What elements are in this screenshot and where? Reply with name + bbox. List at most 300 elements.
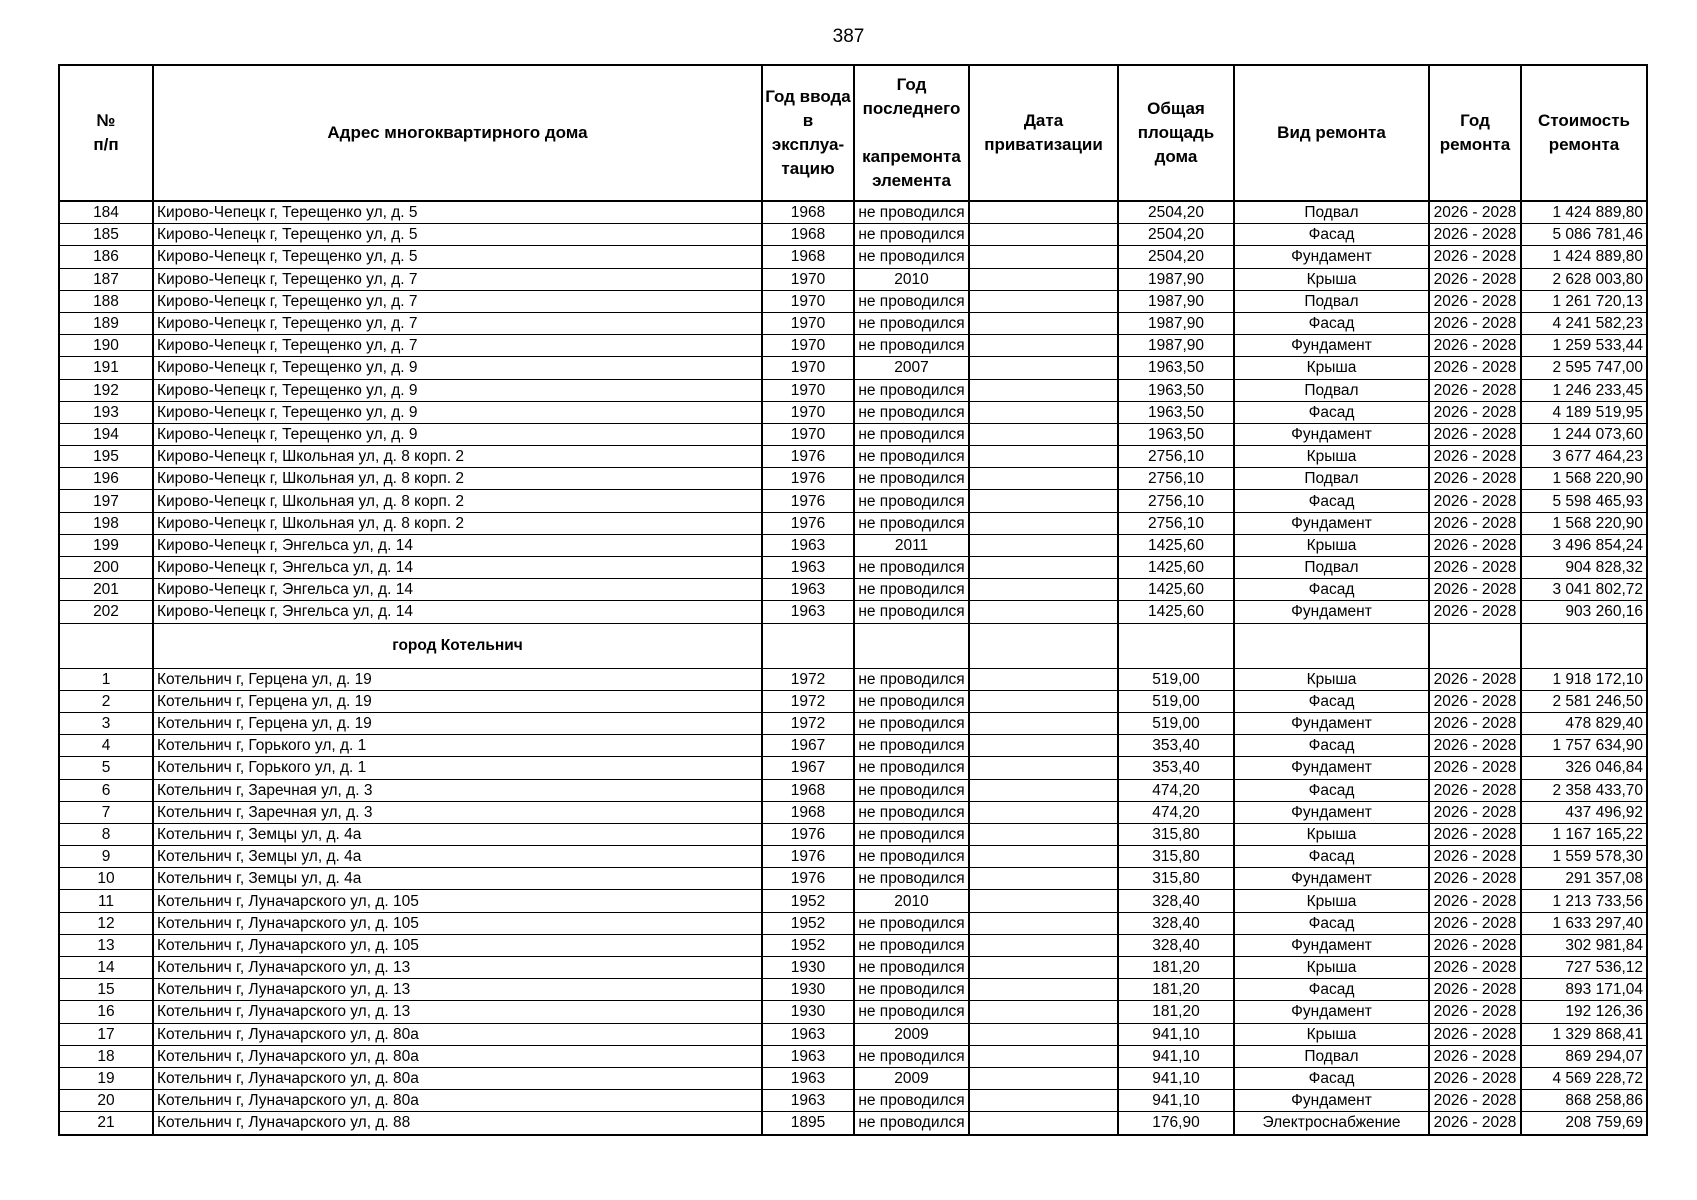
cell-number: 194 [59,423,153,445]
cell-number: 14 [59,957,153,979]
cell-address: Кирово-Чепецк г, Терещенко ул, д. 5 [153,246,762,268]
repair-register-table [58,64,1648,1136]
cell-cost: 478 829,40 [1521,712,1647,734]
cell-repair-type: Крыша [1234,357,1429,379]
cell-address: Котельнич г, Луначарского ул, д. 13 [153,1001,762,1023]
cell-cost: 2 595 747,00 [1521,357,1647,379]
cell-privatization [969,357,1118,379]
cell-area: 941,10 [1118,1045,1234,1067]
cell-privatization [969,557,1118,579]
table-row [59,601,1647,623]
cell-privatization [969,690,1118,712]
cell-last-repair: не проводился [854,846,969,868]
cell-repair-type: Фасад [1234,912,1429,934]
table-row [59,1112,1647,1135]
cell-commission-year: 1968 [762,801,854,823]
cell-area: 181,20 [1118,979,1234,1001]
page-number: 387 [832,26,865,47]
table-row [59,957,1647,979]
cell-privatization [969,579,1118,601]
cell-commission-year: 1972 [762,668,854,690]
cell-last-repair: не проводился [854,934,969,956]
section-cell-empty [969,623,1118,668]
table-row [59,268,1647,290]
cell-repair-year: 2026 - 2028 [1429,357,1521,379]
cell-area: 2756,10 [1118,446,1234,468]
cell-commission-year: 1952 [762,890,854,912]
cell-number: 19 [59,1067,153,1089]
cell-privatization [969,1023,1118,1045]
cell-last-repair: не проводился [854,468,969,490]
cell-address: Кирово-Чепецк г, Терещенко ул, д. 7 [153,268,762,290]
section-cell-number [59,623,153,668]
cell-commission-year: 1968 [762,246,854,268]
cell-privatization [969,934,1118,956]
cell-area: 1963,50 [1118,401,1234,423]
cell-repair-type: Подвал [1234,201,1429,224]
cell-privatization [969,668,1118,690]
cell-cost: 1 244 073,60 [1521,423,1647,445]
cell-number: 199 [59,534,153,556]
cell-address: Котельнич г, Герцена ул, д. 19 [153,668,762,690]
cell-address: Котельнич г, Луначарского ул, д. 105 [153,934,762,956]
cell-repair-year: 2026 - 2028 [1429,823,1521,845]
cell-repair-year: 2026 - 2028 [1429,957,1521,979]
cell-number: 5 [59,757,153,779]
section-cell-empty [1118,623,1234,668]
cell-cost: 2 358 433,70 [1521,779,1647,801]
cell-last-repair: не проводился [854,423,969,445]
cell-repair-year: 2026 - 2028 [1429,668,1521,690]
cell-privatization [969,379,1118,401]
col-header-commission-year: Год ввода в эксплуа-тацию [762,65,854,201]
cell-area: 1987,90 [1118,290,1234,312]
cell-privatization [969,512,1118,534]
cell-last-repair: не проводился [854,201,969,224]
cell-repair-year: 2026 - 2028 [1429,1112,1521,1135]
table-row [59,468,1647,490]
cell-repair-year: 2026 - 2028 [1429,979,1521,1001]
cell-last-repair: не проводился [854,379,969,401]
cell-address: Котельнич г, Луначарского ул, д. 88 [153,1112,762,1135]
cell-repair-type: Крыша [1234,890,1429,912]
cell-repair-type: Электроснабжение [1234,1112,1429,1135]
cell-repair-type: Фундамент [1234,712,1429,734]
cell-commission-year: 1968 [762,201,854,224]
cell-last-repair: 2010 [854,890,969,912]
col-header-address: Адрес многоквартирного дома [153,65,762,201]
table-row [59,735,1647,757]
cell-address: Кирово-Чепецк г, Школьная ул, д. 8 корп. 2 [153,512,762,534]
cell-number: 186 [59,246,153,268]
cell-address: Котельнич г, Луначарского ул, д. 13 [153,957,762,979]
table-row [59,1023,1647,1045]
cell-repair-year: 2026 - 2028 [1429,246,1521,268]
cell-repair-year: 2026 - 2028 [1429,735,1521,757]
cell-repair-type: Подвал [1234,557,1429,579]
cell-cost: 2 581 246,50 [1521,690,1647,712]
section-row-group [59,623,1647,668]
cell-address: Кирово-Чепецк г, Энгельса ул, д. 14 [153,557,762,579]
table-row [59,979,1647,1001]
cell-number: 3 [59,712,153,734]
cell-number: 13 [59,934,153,956]
cell-last-repair: не проводился [854,868,969,890]
cell-repair-year: 2026 - 2028 [1429,868,1521,890]
col-header-number: № п/п [59,65,153,201]
cell-commission-year: 1976 [762,446,854,468]
cell-address: Кирово-Чепецк г, Школьная ул, д. 8 корп. 2 [153,468,762,490]
cell-privatization [969,446,1118,468]
cell-commission-year: 1970 [762,423,854,445]
cell-address: Кирово-Чепецк г, Терещенко ул, д. 5 [153,201,762,224]
cell-commission-year: 1968 [762,224,854,246]
cell-address: Кирово-Чепецк г, Школьная ул, д. 8 корп. 2 [153,446,762,468]
cell-address: Котельнич г, Герцена ул, д. 19 [153,690,762,712]
cell-area: 328,40 [1118,934,1234,956]
cell-repair-type: Фасад [1234,490,1429,512]
cell-repair-type: Фундамент [1234,246,1429,268]
cell-last-repair: не проводился [854,779,969,801]
cell-cost: 326 046,84 [1521,757,1647,779]
cell-last-repair: не проводился [854,446,969,468]
cell-commission-year: 1970 [762,268,854,290]
cell-privatization [969,757,1118,779]
cell-commission-year: 1970 [762,290,854,312]
cell-repair-type: Фундамент [1234,934,1429,956]
cell-repair-year: 2026 - 2028 [1429,779,1521,801]
cell-repair-type: Фасад [1234,312,1429,334]
cell-area: 353,40 [1118,735,1234,757]
cell-area: 1987,90 [1118,335,1234,357]
table-row [59,357,1647,379]
cell-last-repair: не проводился [854,601,969,623]
cell-commission-year: 1976 [762,823,854,845]
cell-commission-year: 1963 [762,557,854,579]
cell-repair-year: 2026 - 2028 [1429,912,1521,934]
table-row [59,224,1647,246]
cell-address: Кирово-Чепецк г, Терещенко ул, д. 7 [153,290,762,312]
cell-privatization [969,735,1118,757]
cell-address: Котельнич г, Луначарского ул, д. 80а [153,1067,762,1089]
table-row [59,868,1647,890]
cell-area: 328,40 [1118,912,1234,934]
cell-area: 181,20 [1118,1001,1234,1023]
cell-commission-year: 1970 [762,335,854,357]
cell-repair-year: 2026 - 2028 [1429,579,1521,601]
cell-last-repair: не проводился [854,1001,969,1023]
cell-privatization [969,779,1118,801]
table-row [59,846,1647,868]
table-row [59,401,1647,423]
cell-privatization [969,823,1118,845]
cell-repair-type: Подвал [1234,468,1429,490]
table-row [59,490,1647,512]
cell-cost: 1 568 220,90 [1521,512,1647,534]
cell-number: 188 [59,290,153,312]
cell-repair-year: 2026 - 2028 [1429,512,1521,534]
cell-last-repair: не проводился [854,823,969,845]
cell-repair-type: Крыша [1234,1023,1429,1045]
cell-address: Кирово-Чепецк г, Энгельса ул, д. 14 [153,601,762,623]
cell-area: 1987,90 [1118,268,1234,290]
cell-address: Кирово-Чепецк г, Терещенко ул, д. 9 [153,379,762,401]
cell-privatization [969,401,1118,423]
cell-repair-type: Крыша [1234,268,1429,290]
cell-number: 7 [59,801,153,823]
cell-cost: 1 424 889,80 [1521,246,1647,268]
table-row [59,890,1647,912]
table-row [59,534,1647,556]
cell-commission-year: 1963 [762,601,854,623]
cell-privatization [969,890,1118,912]
cell-repair-year: 2026 - 2028 [1429,423,1521,445]
cell-repair-year: 2026 - 2028 [1429,1045,1521,1067]
cell-area: 474,20 [1118,801,1234,823]
cell-number: 12 [59,912,153,934]
cell-address: Котельнич г, Луначарского ул, д. 13 [153,979,762,1001]
cell-area: 474,20 [1118,779,1234,801]
table-row [59,423,1647,445]
col-header-total-area: Общая площадь дома [1118,65,1234,201]
cell-repair-year: 2026 - 2028 [1429,601,1521,623]
cell-cost: 1 246 233,45 [1521,379,1647,401]
cell-repair-type: Фундамент [1234,1001,1429,1023]
cell-cost: 5 086 781,46 [1521,224,1647,246]
col-header-last-repair-year: Год последнего капремонта элемента [854,65,969,201]
table-row [59,335,1647,357]
cell-last-repair: не проводился [854,957,969,979]
cell-number: 20 [59,1090,153,1112]
cell-cost: 1 259 533,44 [1521,335,1647,357]
cell-commission-year: 1970 [762,401,854,423]
cell-repair-type: Фундамент [1234,423,1429,445]
cell-commission-year: 1972 [762,690,854,712]
cell-last-repair: 2007 [854,357,969,379]
cell-area: 1425,60 [1118,534,1234,556]
cell-repair-year: 2026 - 2028 [1429,201,1521,224]
cell-cost: 2 628 003,80 [1521,268,1647,290]
section-row [59,623,1647,668]
cell-address: Кирово-Чепецк г, Терещенко ул, д. 5 [153,224,762,246]
cell-address: Котельнич г, Горького ул, д. 1 [153,757,762,779]
table-row [59,779,1647,801]
cell-repair-year: 2026 - 2028 [1429,801,1521,823]
cell-number: 11 [59,890,153,912]
cell-cost: 5 598 465,93 [1521,490,1647,512]
cell-commission-year: 1930 [762,957,854,979]
cell-commission-year: 1976 [762,868,854,890]
cell-address: Котельнич г, Луначарского ул, д. 105 [153,912,762,934]
cell-commission-year: 1967 [762,735,854,757]
section-cell-empty [1429,623,1521,668]
cell-address: Кирово-Чепецк г, Терещенко ул, д. 7 [153,335,762,357]
cell-last-repair: не проводился [854,1045,969,1067]
cell-repair-year: 2026 - 2028 [1429,290,1521,312]
cell-number: 18 [59,1045,153,1067]
cell-last-repair: не проводился [854,1112,969,1135]
cell-last-repair: не проводился [854,735,969,757]
table-row [59,512,1647,534]
cell-number: 9 [59,846,153,868]
cell-cost: 437 496,92 [1521,801,1647,823]
cell-area: 2504,20 [1118,224,1234,246]
cell-commission-year: 1963 [762,579,854,601]
cell-cost: 1 424 889,80 [1521,201,1647,224]
cell-cost: 1 633 297,40 [1521,912,1647,934]
cell-number: 2 [59,690,153,712]
cell-area: 1425,60 [1118,557,1234,579]
table-row [59,823,1647,845]
cell-repair-type: Подвал [1234,290,1429,312]
cell-privatization [969,712,1118,734]
cell-last-repair: не проводился [854,912,969,934]
cell-commission-year: 1968 [762,779,854,801]
cell-cost: 1 568 220,90 [1521,468,1647,490]
cell-cost: 1 559 578,30 [1521,846,1647,868]
cell-last-repair: 2010 [854,268,969,290]
cell-number: 191 [59,357,153,379]
cell-repair-type: Фасад [1234,579,1429,601]
cell-address: Кирово-Чепецк г, Энгельса ул, д. 14 [153,579,762,601]
cell-number: 202 [59,601,153,623]
cell-commission-year: 1963 [762,1067,854,1089]
cell-last-repair: 2011 [854,534,969,556]
cell-privatization [969,534,1118,556]
cell-privatization [969,1045,1118,1067]
cell-repair-type: Фасад [1234,1067,1429,1089]
cell-cost: 868 258,86 [1521,1090,1647,1112]
cell-last-repair: не проводился [854,979,969,1001]
cell-repair-type: Фасад [1234,401,1429,423]
cell-repair-type: Крыша [1234,823,1429,845]
cell-repair-type: Фасад [1234,690,1429,712]
cell-address: Котельнич г, Земцы ул, д. 4а [153,868,762,890]
cell-number: 187 [59,268,153,290]
cell-cost: 1 167 165,22 [1521,823,1647,845]
table-row [59,379,1647,401]
cell-commission-year: 1952 [762,912,854,934]
cell-privatization [969,290,1118,312]
cell-commission-year: 1976 [762,468,854,490]
cell-area: 2756,10 [1118,468,1234,490]
cell-area: 328,40 [1118,890,1234,912]
table-body-part2 [59,668,1647,1134]
cell-last-repair: не проводился [854,512,969,534]
cell-repair-year: 2026 - 2028 [1429,712,1521,734]
cell-privatization [969,846,1118,868]
cell-repair-type: Фасад [1234,846,1429,868]
cell-area: 941,10 [1118,1090,1234,1112]
cell-repair-year: 2026 - 2028 [1429,312,1521,334]
cell-repair-type: Фасад [1234,735,1429,757]
cell-last-repair: 2009 [854,1023,969,1045]
cell-cost: 1 918 172,10 [1521,668,1647,690]
cell-privatization [969,868,1118,890]
cell-address: Котельнич г, Луначарского ул, д. 80а [153,1023,762,1045]
cell-repair-type: Крыша [1234,534,1429,556]
cell-cost: 1 329 868,41 [1521,1023,1647,1045]
cell-cost: 4 189 519,95 [1521,401,1647,423]
cell-address: Кирово-Чепецк г, Терещенко ул, д. 9 [153,401,762,423]
cell-privatization [969,912,1118,934]
cell-number: 8 [59,823,153,845]
cell-cost: 3 496 854,24 [1521,534,1647,556]
table-row [59,912,1647,934]
cell-repair-type: Подвал [1234,1045,1429,1067]
cell-area: 519,00 [1118,690,1234,712]
table-row [59,1067,1647,1089]
cell-commission-year: 1895 [762,1112,854,1135]
cell-area: 519,00 [1118,712,1234,734]
cell-privatization [969,801,1118,823]
cell-last-repair: не проводился [854,290,969,312]
cell-privatization [969,312,1118,334]
cell-commission-year: 1970 [762,379,854,401]
cell-repair-type: Фундамент [1234,868,1429,890]
cell-repair-year: 2026 - 2028 [1429,1067,1521,1089]
cell-last-repair: не проводился [854,335,969,357]
cell-commission-year: 1952 [762,934,854,956]
cell-number: 6 [59,779,153,801]
cell-number: 195 [59,446,153,468]
cell-last-repair: не проводился [854,401,969,423]
cell-privatization [969,468,1118,490]
table-row [59,579,1647,601]
cell-number: 4 [59,735,153,757]
cell-privatization [969,1067,1118,1089]
section-cell-empty [1234,623,1429,668]
table-body-part1 [59,201,1647,623]
cell-privatization [969,490,1118,512]
cell-commission-year: 1970 [762,312,854,334]
cell-repair-year: 2026 - 2028 [1429,534,1521,556]
cell-commission-year: 1976 [762,512,854,534]
cell-repair-type: Подвал [1234,379,1429,401]
cell-cost: 1 261 720,13 [1521,290,1647,312]
cell-repair-type: Фундамент [1234,601,1429,623]
table-row [59,290,1647,312]
cell-area: 315,80 [1118,823,1234,845]
cell-cost: 1 757 634,90 [1521,735,1647,757]
cell-commission-year: 1970 [762,357,854,379]
cell-number: 189 [59,312,153,334]
cell-repair-type: Фундамент [1234,1090,1429,1112]
cell-area: 2504,20 [1118,201,1234,224]
cell-privatization [969,1001,1118,1023]
cell-address: Котельнич г, Земцы ул, д. 4а [153,846,762,868]
cell-number: 10 [59,868,153,890]
table-row [59,1045,1647,1067]
cell-repair-year: 2026 - 2028 [1429,690,1521,712]
cell-area: 1963,50 [1118,357,1234,379]
cell-repair-year: 2026 - 2028 [1429,1090,1521,1112]
table-row [59,1001,1647,1023]
cell-privatization [969,1090,1118,1112]
section-cell-empty [762,623,854,668]
cell-cost: 208 759,69 [1521,1112,1647,1135]
cell-last-repair: 2009 [854,1067,969,1089]
cell-repair-type: Фасад [1234,779,1429,801]
cell-repair-type: Фундамент [1234,757,1429,779]
cell-cost: 4 569 228,72 [1521,1067,1647,1089]
cell-privatization [969,979,1118,1001]
cell-repair-type: Фасад [1234,979,1429,1001]
cell-repair-type: Крыша [1234,957,1429,979]
cell-last-repair: не проводился [854,557,969,579]
cell-last-repair: не проводился [854,757,969,779]
cell-area: 2756,10 [1118,512,1234,534]
